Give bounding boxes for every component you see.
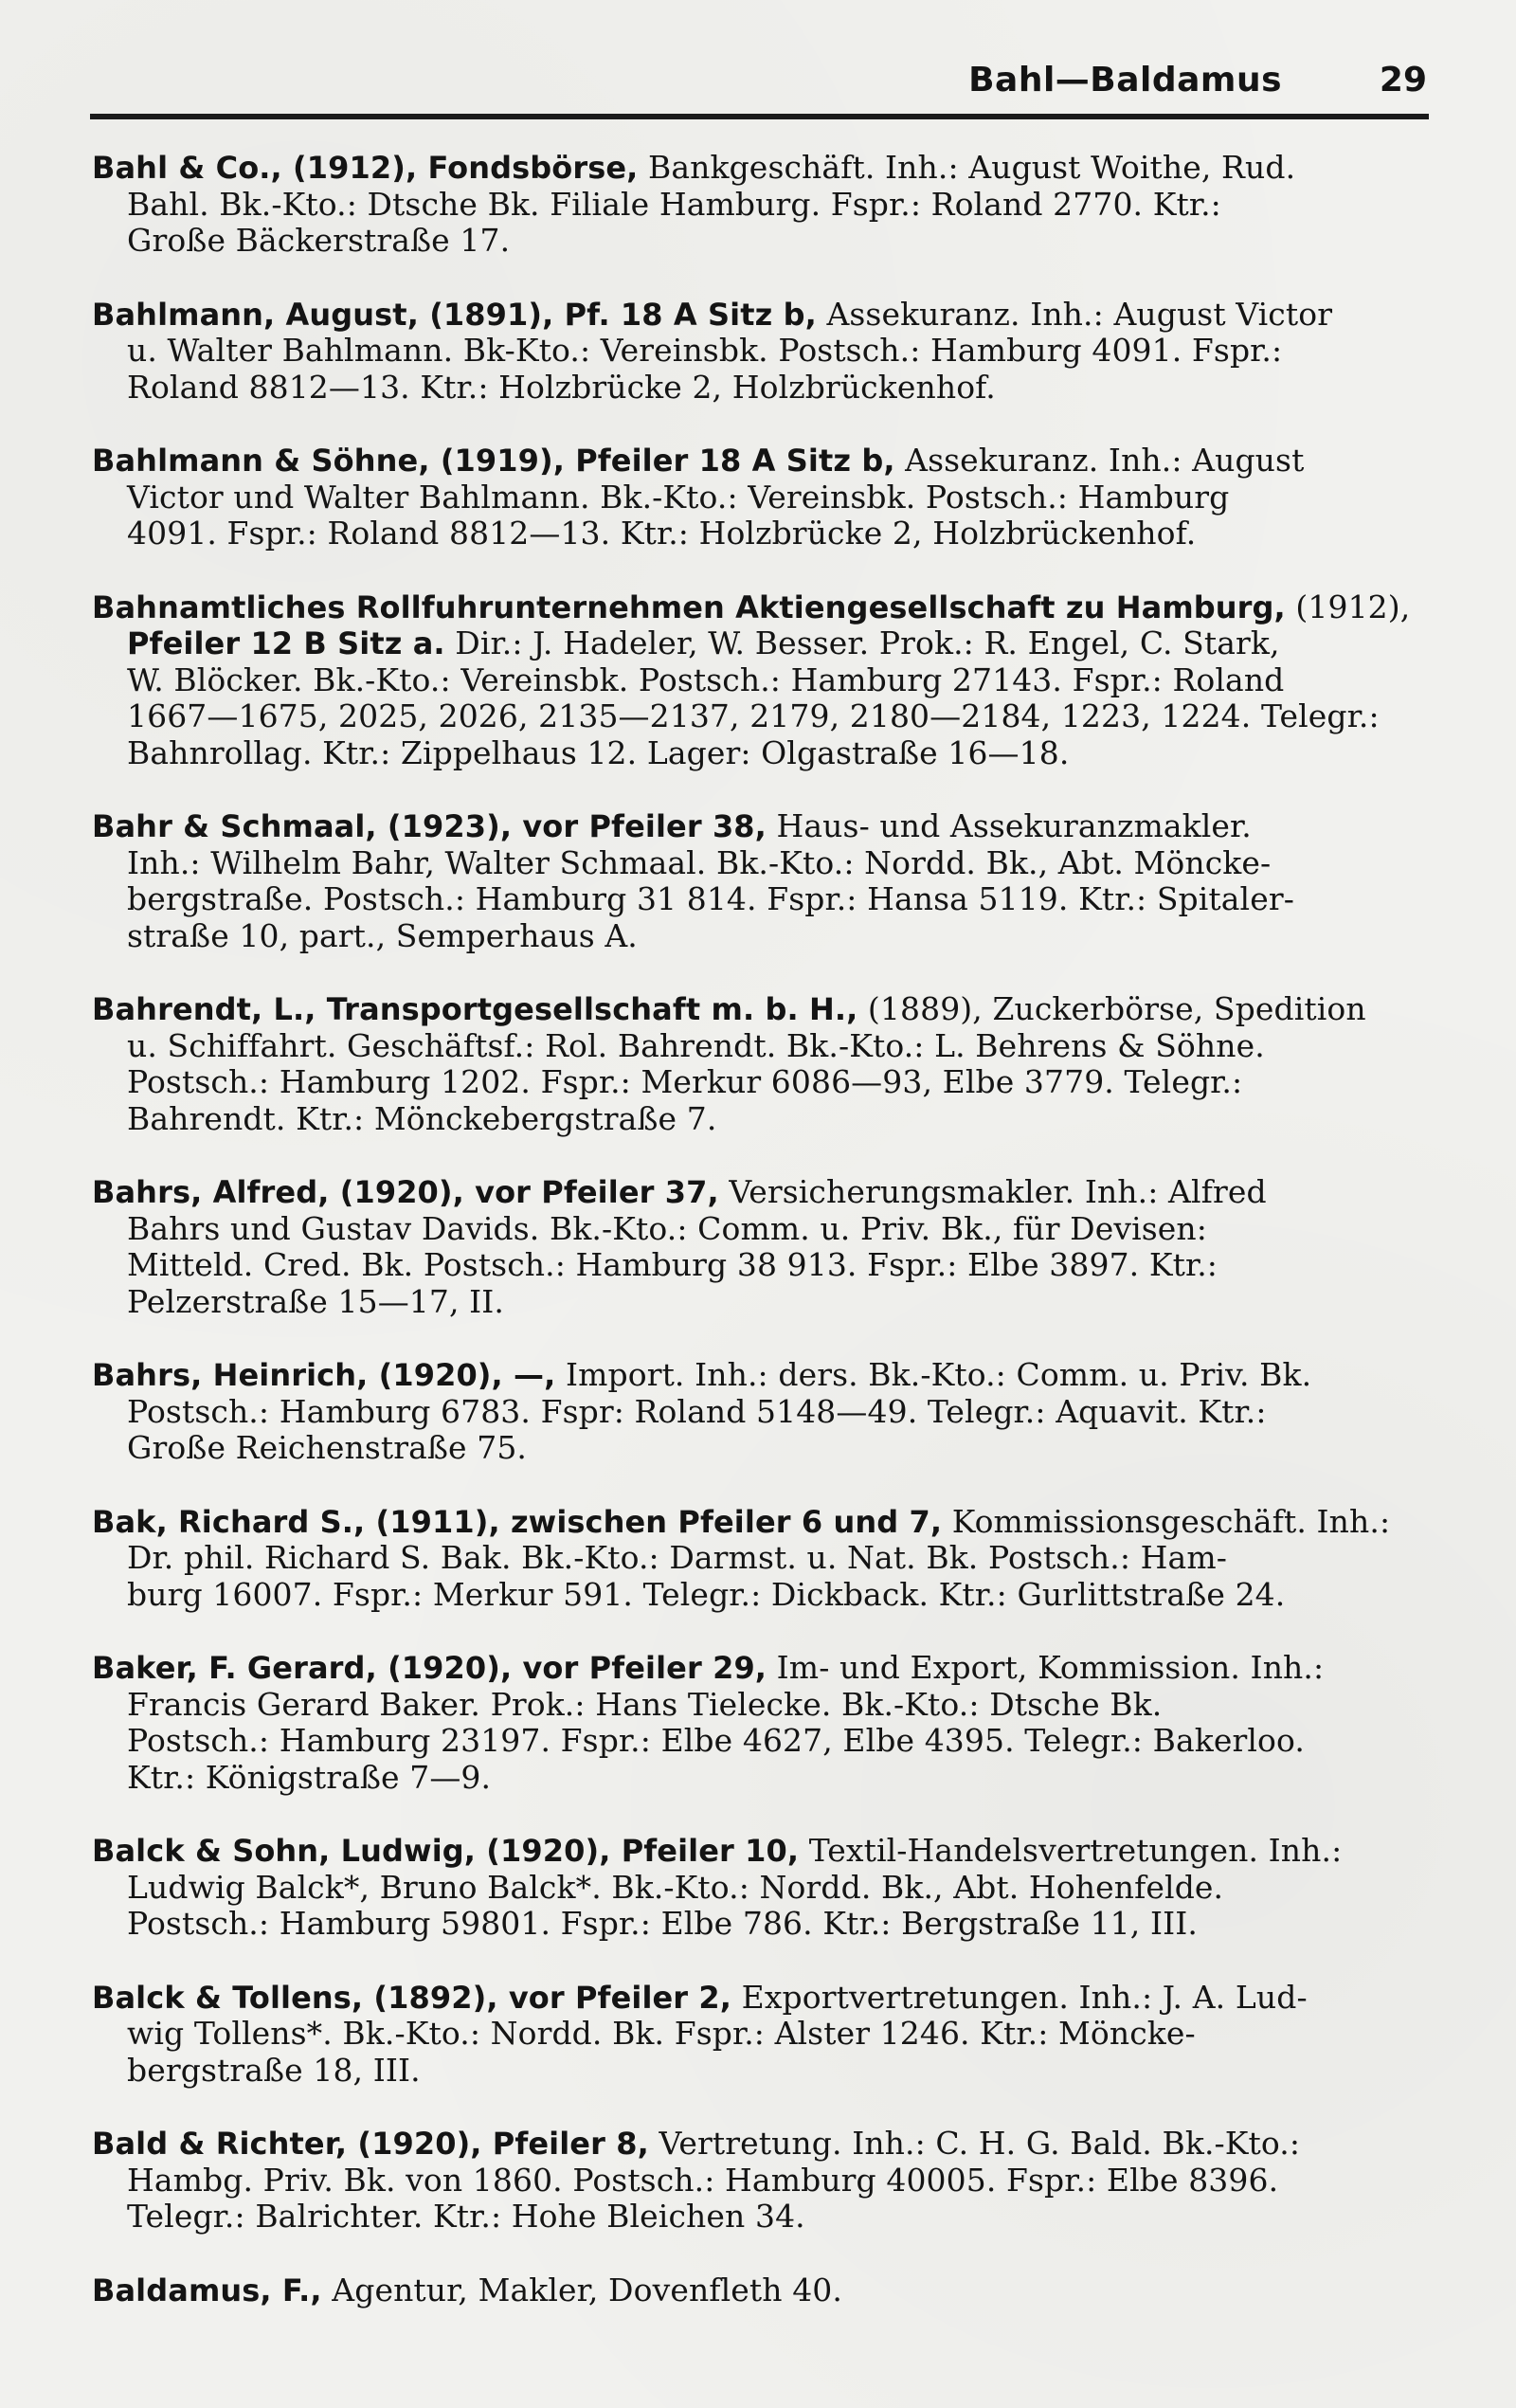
directory-entry-bahl-co: [92, 150, 1423, 260]
entry-text: Mitteld. Cred. Bk. Postsch.: Hamburg 38 913. Fspr.: Elbe 3897. Ktr.:: [127, 1247, 1218, 1283]
entry-text: Versicherungsmakler. Inh.: Alfred: [718, 1174, 1267, 1210]
entry-line-2: [92, 333, 1423, 370]
entry-line-2: [92, 1211, 1423, 1248]
entry-line-4: [92, 1760, 1423, 1797]
entry-text: Assekuranz. Inh.: August: [894, 443, 1305, 479]
directory-entry-bahr-schmaal: [92, 808, 1423, 954]
entry-text: Hambg. Priv. Bk. von 1860. Postsch.: Hamburg 40005. Fspr.: Elbe 8396.: [127, 2162, 1279, 2199]
entry-text: Dir.: J. Hadeler, W. Besser. Prok.: R. Engel, C. Stark,: [444, 625, 1280, 661]
entry-text: Postsch.: Hamburg 1202. Fspr.: Merkur 6086—93, Elbe 3779. Telegr.:: [127, 1064, 1243, 1100]
entry-text: Bahrendt. Ktr.: Mönckebergstraße 7.: [127, 1100, 717, 1137]
entry-text: Bahnrollag. Ktr.: Zippelhaus 12. Lager: Olgastraße 16—18.: [127, 734, 1070, 771]
entry-line-1: [92, 1833, 1423, 1870]
entry-name: Bahlmann & Söhne, (1919), Pfeiler 18 A Sitz b,: [92, 443, 895, 479]
entry-text: burg 16007. Fspr.: Merkur 591. Telegr.: Dickback. Ktr.: Gurlittstraße 24.: [127, 1576, 1286, 1613]
entry-name: Bahrs, Alfred, (1920), vor Pfeiler 37,: [92, 1174, 719, 1210]
directory-entry-bahrendt-l: [92, 991, 1423, 1137]
entry-line-1: [92, 1980, 1423, 2017]
entry-text: (1912),: [1285, 588, 1411, 625]
entry-text: 1667—1675, 2025, 2026, 2135—2137, 2179, 2180—2184, 1223, 1224. Telegr.:: [127, 698, 1380, 734]
entry-line-1: [92, 2126, 1423, 2163]
entry-name: Bahnamtliches Rollfuhrunternehmen Aktiengesellschaft zu Hamburg,: [92, 588, 1286, 625]
entry-line-1: [92, 1650, 1423, 1687]
entry-line-2: [92, 187, 1423, 224]
entry-text: (1889), Zuckerbörse, Spedition: [857, 991, 1366, 1027]
entry-line-1: [92, 1174, 1423, 1211]
entry-text: Postsch.: Hamburg 23197. Fspr.: Elbe 4627, Elbe 4395. Telegr.: Bakerloo.: [127, 1723, 1305, 1759]
entry-text: Haus- und Assekuranzmakler.: [766, 808, 1252, 844]
entry-line-3: [92, 1430, 1423, 1467]
entry-text: Inh.: Wilhelm Bahr, Walter Schmaal. Bk.-Kto.: Nordd. Bk., Abt. Möncke-: [127, 844, 1272, 881]
entry-line-2: [92, 2163, 1423, 2200]
entry-line-1: [92, 808, 1423, 845]
page-header: [90, 55, 1429, 119]
entry-text: Vertretung. Inh.: C. H. G. Bald. Bk.-Kto.:: [648, 2126, 1301, 2162]
directory-entry-baldamus-f: [92, 2272, 1423, 2309]
entry-name: Bak, Richard S., (1911), zwischen Pfeiler 6 und 7,: [92, 1503, 943, 1540]
entry-line-3: [92, 516, 1423, 552]
entry-line-4: [92, 1101, 1423, 1138]
page-number: 29: [1379, 61, 1427, 100]
entry-name: Bahr & Schmaal, (1923), vor Pfeiler 38,: [92, 808, 767, 844]
entry-text: Exportvertretungen. Inh.: J. A. Lud-: [731, 1979, 1308, 2016]
entry-text: Textil-Handelsvertretungen. Inh.:: [799, 1833, 1343, 1869]
entry-line-3: [92, 1577, 1423, 1614]
entry-name: Bahlmann, August, (1891), Pf. 18 A Sitz b,: [92, 296, 817, 333]
running-head: Bahl—Baldamus: [968, 61, 1282, 100]
entry-line-3: [92, 881, 1423, 918]
entry-name: Baker, F. Gerard, (1920), vor Pfeiler 29,: [92, 1650, 767, 1686]
entry-line-3: [92, 1906, 1423, 1943]
entry-line-1: [92, 991, 1423, 1028]
directory-entry-bahnamtliches-rollfuhrunternehmen: [92, 589, 1423, 772]
entry-line-2: [92, 1687, 1423, 1724]
entry-text: bergstraße 18, III.: [127, 2052, 421, 2089]
directory-entry-bahlmann-august: [92, 297, 1423, 407]
entry-text: Bankgeschäft. Inh.: August Woithe, Rud.: [638, 150, 1296, 186]
entry-line-3: [92, 1247, 1423, 1284]
entry-text: Agentur, Makler, Dovenfleth 40.: [321, 2272, 842, 2308]
entry-text: bergstraße. Postsch.: Hamburg 31 814. Fspr.: Hansa 5119. Ktr.: Spitaler-: [127, 881, 1294, 917]
entry-text: Im- und Export, Kommission. Inh.:: [767, 1650, 1325, 1686]
directory-entry-balck-tollens: [92, 1980, 1423, 2090]
entry-line-4: [92, 698, 1423, 735]
directory-entry-balck-sohn: [92, 1833, 1423, 1943]
entry-line-1: [92, 2272, 1423, 2309]
entry-text: Assekuranz. Inh.: August Victor: [816, 296, 1333, 333]
entry-name: Baldamus, F.,: [92, 2272, 322, 2308]
entry-text: Import. Inh.: ders. Bk.-Kto.: Comm. u. Priv. Bk.: [555, 1357, 1312, 1393]
directory-entries: [92, 150, 1423, 2308]
entry-text: Roland 8812—13. Ktr.: Holzbrücke 2, Holzbrückenhof.: [127, 369, 996, 406]
entry-line-2: [92, 625, 1423, 662]
entry-text: straße 10, part., Semperhaus A.: [127, 917, 638, 954]
entry-text: Victor und Walter Bahlmann. Bk.-Kto.: Vereinsbk. Postsch.: Hamburg: [127, 479, 1230, 516]
entry-text: wig Tollens*. Bk.-Kto.: Nordd. Bk. Fspr.: Alster 1246. Ktr.: Möncke-: [127, 2016, 1196, 2052]
directory-entry-bak-richard: [92, 1504, 1423, 1614]
entry-text: Große Reichenstraße 75.: [127, 1430, 528, 1466]
entry-line-1: [92, 150, 1423, 187]
entry-line-2: [92, 2016, 1423, 2053]
entry-text: Kommissionsgeschäft. Inh.:: [942, 1503, 1391, 1540]
entry-text: u. Walter Bahlmann. Bk-Kto.: Vereinsbk. Postsch.: Hamburg 4091. Fspr.:: [127, 333, 1283, 369]
entry-line-3: [92, 1064, 1423, 1101]
entry-line-2: [92, 1028, 1423, 1065]
entry-line-2: [92, 1394, 1423, 1431]
directory-entry-bahrs-heinrich: [92, 1357, 1423, 1467]
entry-text: u. Schiffahrt. Geschäftsf.: Rol. Bahrendt. Bk.-Kto.: L. Behrens & Söhne.: [127, 1027, 1265, 1064]
entry-text: W. Blöcker. Bk.-Kto.: Vereinsbk. Postsch.: Hamburg 27143. Fspr.: Roland: [127, 661, 1285, 698]
entry-line-3: [92, 370, 1423, 407]
entry-line-1: [92, 1504, 1423, 1541]
entry-line-2: [92, 845, 1423, 882]
entry-text: Postsch.: Hamburg 59801. Fspr.: Elbe 786. Ktr.: Bergstraße 11, III.: [127, 1906, 1198, 1942]
entry-name: Pfeiler 12 B Sitz a.: [127, 625, 445, 661]
entry-text: Telegr.: Balrichter. Ktr.: Hohe Bleichen 34.: [127, 2199, 805, 2235]
entry-name: Balck & Tollens, (1892), vor Pfeiler 2,: [92, 1979, 732, 2016]
entry-text: Bahl. Bk.-Kto.: Dtsche Bk. Filiale Hamburg. Fspr.: Roland 2770. Ktr.:: [127, 186, 1221, 223]
entry-line-5: [92, 735, 1423, 772]
entry-line-4: [92, 918, 1423, 955]
entry-line-3: [92, 223, 1423, 260]
entry-name: Bahl & Co., (1912), Fondsbörse,: [92, 150, 639, 186]
entry-text: Bahrs und Gustav Davids. Bk.-Kto.: Comm. u. Priv. Bk., für Devisen:: [127, 1210, 1207, 1247]
directory-entry-baker-gerard: [92, 1650, 1423, 1796]
entry-text: Postsch.: Hamburg 6783. Fspr: Roland 5148—49. Telegr.: Aquavit. Ktr.:: [127, 1393, 1267, 1430]
entry-line-3: [92, 2053, 1423, 2090]
entry-line-1: [92, 1357, 1423, 1394]
entry-line-1: [92, 297, 1423, 334]
entry-text: 4091. Fspr.: Roland 8812—13. Ktr.: Holzbrücke 2, Holzbrückenhof.: [127, 516, 1197, 552]
directory-entry-bald-richter: [92, 2126, 1423, 2236]
entry-text: Große Bäckerstraße 17.: [127, 223, 511, 259]
directory-entry-bahlmann-soehne: [92, 443, 1423, 552]
directory-entry-bahrs-alfred: [92, 1174, 1423, 1320]
entry-line-2: [92, 480, 1423, 516]
entry-text: Ludwig Balck*, Bruno Balck*. Bk.-Kto.: Nordd. Bk., Abt. Hohenfelde.: [127, 1869, 1224, 1906]
entry-line-1: [92, 589, 1423, 626]
entry-text: Dr. phil. Richard S. Bak. Bk.-Kto.: Darmst. u. Nat. Bk. Postsch.: Ham-: [127, 1540, 1227, 1576]
entry-line-4: [92, 1284, 1423, 1321]
entry-line-1: [92, 443, 1423, 480]
entry-name: Bald & Richter, (1920), Pfeiler 8,: [92, 2126, 649, 2162]
entry-line-2: [92, 1870, 1423, 1907]
entry-text: Pelzerstraße 15—17, II.: [127, 1283, 505, 1320]
entry-line-3: [92, 1723, 1423, 1760]
entry-text: Francis Gerard Baker. Prok.: Hans Tielecke. Bk.-Kto.: Dtsche Bk.: [127, 1686, 1163, 1723]
entry-line-3: [92, 662, 1423, 699]
entry-name: Bahrendt, L., Transportgesellschaft m. b. H.,: [92, 991, 858, 1027]
entry-text: Ktr.: Königstraße 7—9.: [127, 1759, 492, 1796]
entry-name: Balck & Sohn, Ludwig, (1920), Pfeiler 10,: [92, 1833, 800, 1869]
entry-line-2: [92, 1540, 1423, 1577]
entry-name: Bahrs, Heinrich, (1920), —,: [92, 1357, 556, 1393]
entry-line-3: [92, 2199, 1423, 2236]
